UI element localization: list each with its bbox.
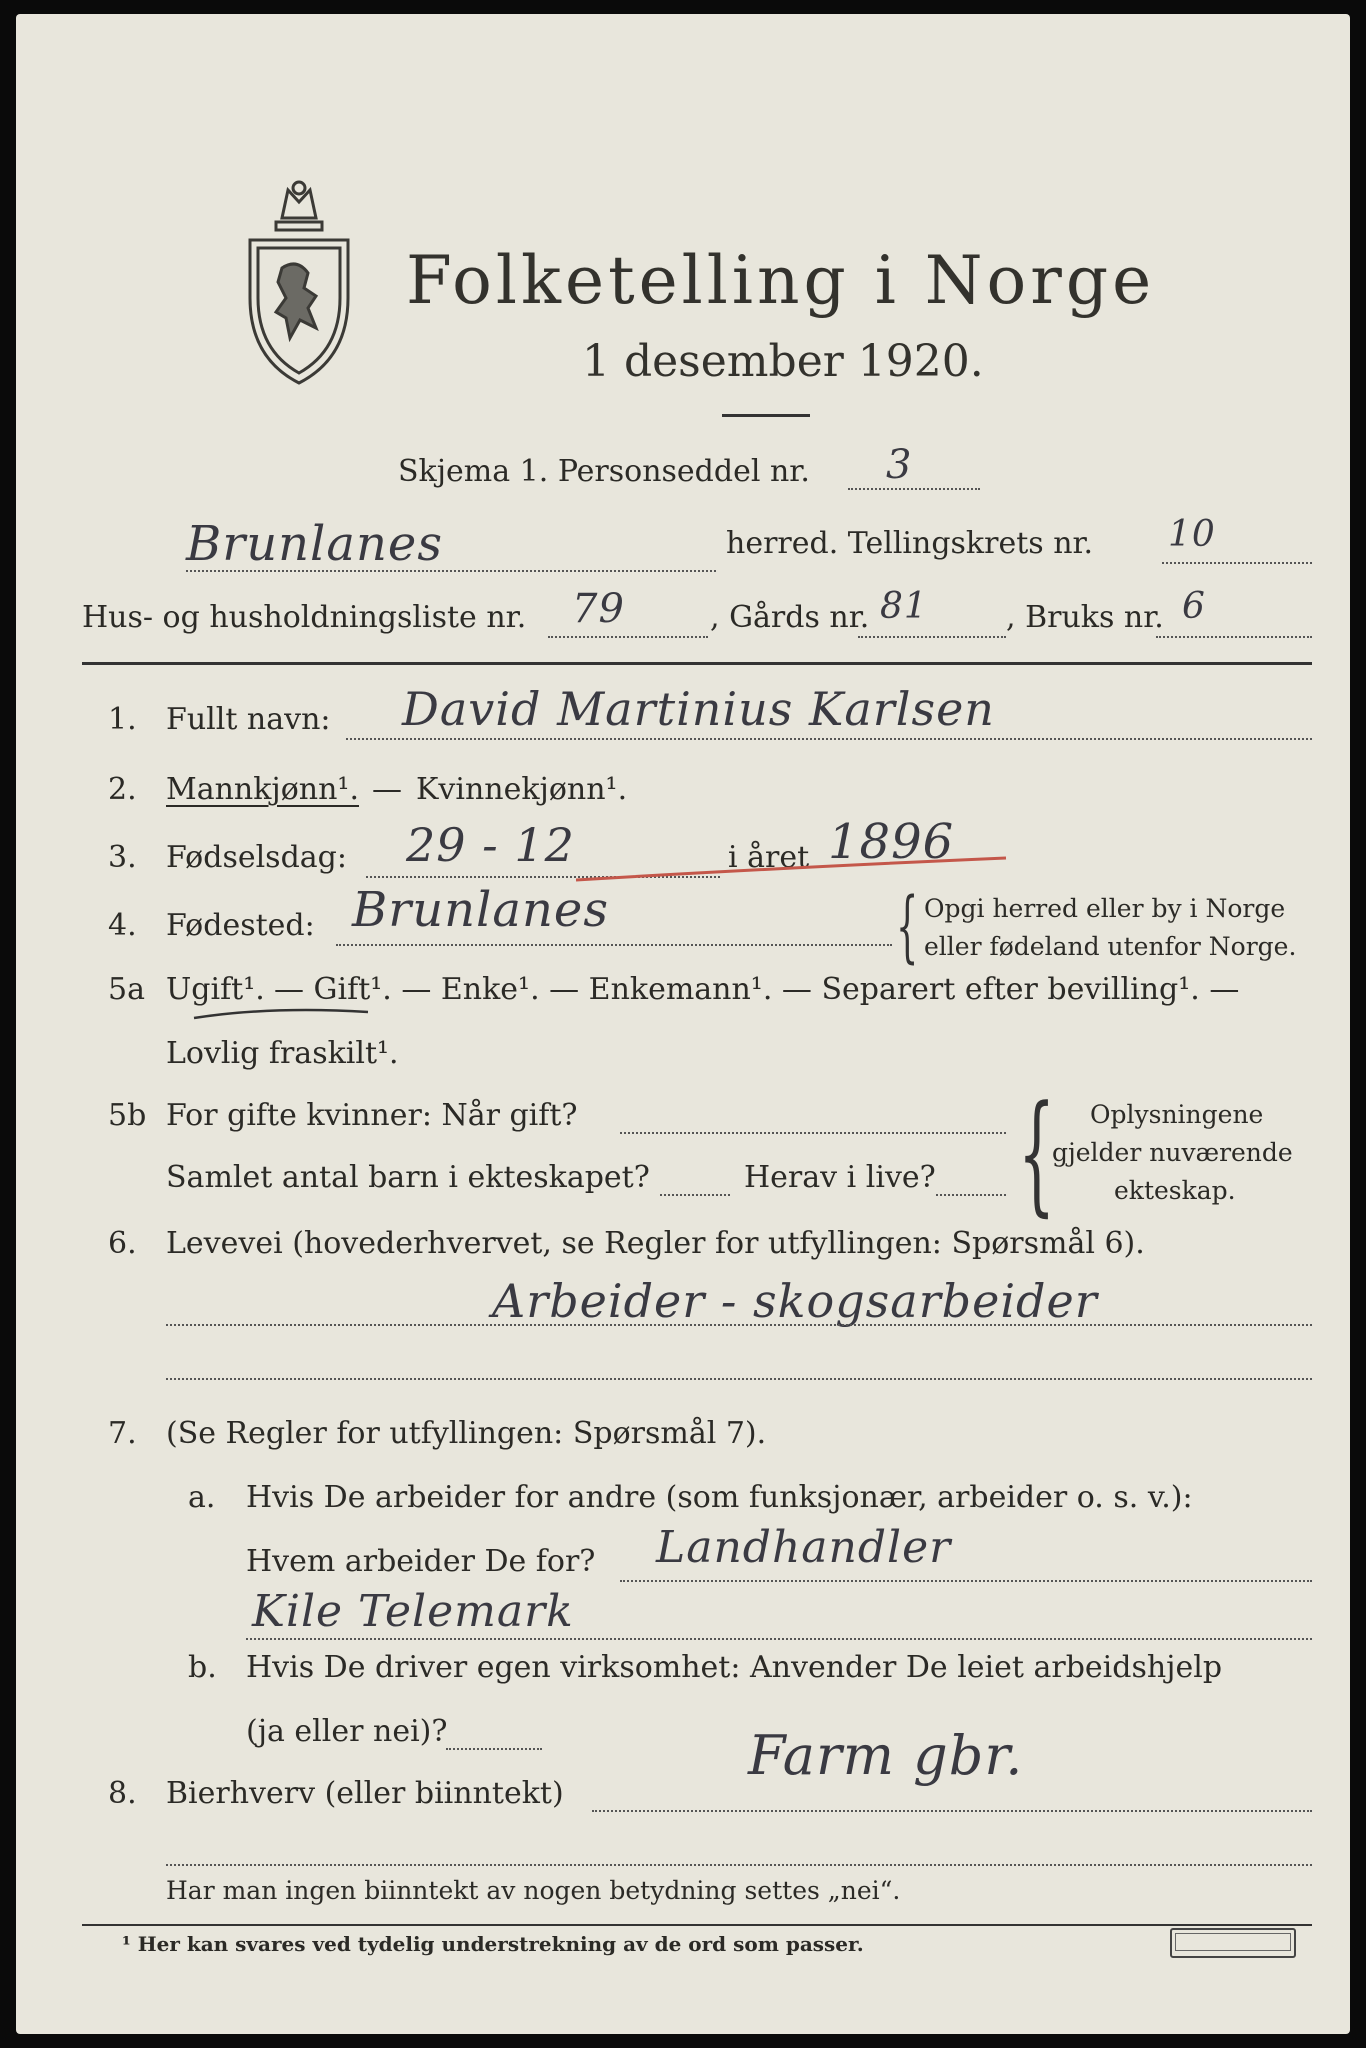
q7a-employer-value: Landhandler — [656, 1522, 952, 1573]
bruks-line — [1156, 636, 1312, 638]
hus-label: Hus- og husholdningsliste nr. — [82, 600, 527, 635]
form-title: Folketelling i Norge — [406, 242, 1156, 319]
q3-number: 3. — [108, 840, 137, 875]
ugift-underline-stroke — [192, 1004, 372, 1024]
q4-value: Brunlanes — [352, 882, 609, 938]
q1-line — [346, 738, 1312, 740]
tellingskrets-line — [1162, 562, 1312, 564]
q7b-letter: b. — [188, 1650, 217, 1685]
q8-label: Bierhverv (eller biinntekt) — [166, 1776, 564, 1811]
census-form-paper — [16, 14, 1350, 2034]
q7a-employer-place: Kile Telemark — [252, 1586, 574, 1637]
q1-number: 1. — [108, 702, 137, 737]
q5b-married-line — [620, 1132, 1006, 1134]
q8-value: Farm gbr. — [748, 1724, 1024, 1787]
hus-line — [548, 636, 708, 638]
q4-note-line2: eller fødeland utenfor Norge. — [924, 932, 1297, 961]
skjema-label: Skjema 1. Personseddel nr. — [398, 454, 810, 489]
q7-label: (Se Regler for utfyllingen: Spørsmål 7). — [166, 1416, 767, 1451]
red-pencil-stroke — [576, 850, 1016, 890]
title-divider — [722, 414, 810, 417]
gards-line — [858, 636, 1006, 638]
q2-number: 2. — [108, 772, 137, 807]
q5a-other-options: — Gift¹. — Enke¹. — Enkemann¹. — Separert efter bevilling¹. — — [274, 972, 1240, 1007]
q7a-employer-line — [620, 1580, 1312, 1582]
q5b-label-married: For gifte kvinner: Når gift? — [166, 1098, 578, 1133]
footnote: ¹ Her kan svares ved tydelig understrekning av de ord som passer. — [122, 1932, 864, 1956]
q3-year-label: i året — [728, 840, 810, 875]
q1-value: David Martinius Karlsen — [402, 682, 995, 736]
q5b-label-children: Samlet antal barn i ekteskapet? — [166, 1160, 650, 1195]
norwegian-coat-of-arms-icon — [242, 178, 356, 388]
q2-male-option: Mannkjønn¹. — [166, 772, 359, 807]
q6-number: 6. — [108, 1226, 137, 1261]
footnote-separator — [82, 1924, 1312, 1926]
q2-separator: — — [372, 772, 402, 807]
q7b-label: Hvis De driver egen virksomhet: Anvender De leiet arbeidshjelp — [246, 1650, 1223, 1685]
q5b-number: 5b — [108, 1098, 147, 1133]
q5b-note-line3: ekteskap. — [1114, 1176, 1236, 1205]
herred-line — [186, 570, 716, 572]
q5b-children-line — [660, 1194, 730, 1196]
bruks-label: , Bruks nr. — [1006, 600, 1164, 635]
q5a-number: 5a — [108, 972, 145, 1007]
q7b-label-yesno: (ja eller nei)? — [246, 1714, 448, 1749]
personseddel-line — [848, 488, 980, 490]
q2-female-option: Kvinnekjønn¹. — [416, 772, 628, 807]
q8-line — [592, 1810, 1312, 1812]
tellingskrets-nr: 10 — [1168, 514, 1216, 555]
herred-label: herred. Tellingskrets nr. — [726, 526, 1094, 561]
q4-number: 4. — [108, 908, 137, 943]
q7a-employer-label: Hvem arbeider De for? — [246, 1544, 596, 1579]
hus-nr: 79 — [572, 586, 625, 632]
q5a-ugift-option: Ugift¹. — [166, 972, 265, 1007]
q7a-letter: a. — [188, 1480, 216, 1515]
gards-nr: 81 — [880, 586, 928, 627]
q4-brace: { — [896, 882, 919, 972]
q8-line2 — [166, 1864, 1312, 1866]
q4-note-line1: Opgi herred eller by i Norge — [924, 894, 1286, 923]
header-separator — [82, 662, 1312, 665]
q6-value: Arbeider - skogsarbeider — [492, 1274, 1098, 1328]
q5b-note-line1: Oplysningene — [1090, 1100, 1264, 1129]
q5b-alive-line — [936, 1194, 1006, 1196]
q3-year-value: 1896 — [828, 814, 955, 870]
q7b-yesno-line — [446, 1748, 542, 1750]
q6-label: Levevei (hovederhvervet, se Regler for utfyllingen: Spørsmål 6). — [166, 1226, 1145, 1261]
q7a-label: Hvis De arbeider for andre (som funksjonær, arbeider o. s. v.): — [246, 1480, 1193, 1515]
personseddel-nr: 3 — [886, 442, 913, 488]
printer-stamp — [1170, 1928, 1296, 1958]
q5b-label-alive: Herav i live? — [744, 1160, 936, 1195]
no-income-note: Har man ingen biinntekt av nogen betydning settes „nei“. — [166, 1876, 901, 1905]
q6-line2 — [166, 1378, 1312, 1380]
q7a-place-line — [246, 1638, 1312, 1640]
q8-number: 8. — [108, 1776, 137, 1811]
q4-line — [336, 944, 892, 946]
q1-label: Fullt navn: — [166, 702, 331, 737]
q4-label: Fødested: — [166, 908, 315, 943]
q3-label: Fødselsdag: — [166, 840, 347, 875]
q5a-fraskilt-option: Lovlig fraskilt¹. — [166, 1036, 399, 1071]
q5b-note-line2: gjelder nuværende — [1052, 1138, 1293, 1167]
q3-day-value: 29 - 12 — [406, 818, 575, 872]
q5b-brace: { — [1018, 1077, 1056, 1229]
form-date: 1 desember 1920. — [582, 336, 984, 387]
gards-label: , Gårds nr. — [710, 600, 870, 635]
herred-value: Brunlanes — [186, 516, 443, 572]
q6-line1 — [166, 1324, 1312, 1326]
q7-number: 7. — [108, 1416, 137, 1451]
bruks-nr: 6 — [1182, 586, 1206, 627]
